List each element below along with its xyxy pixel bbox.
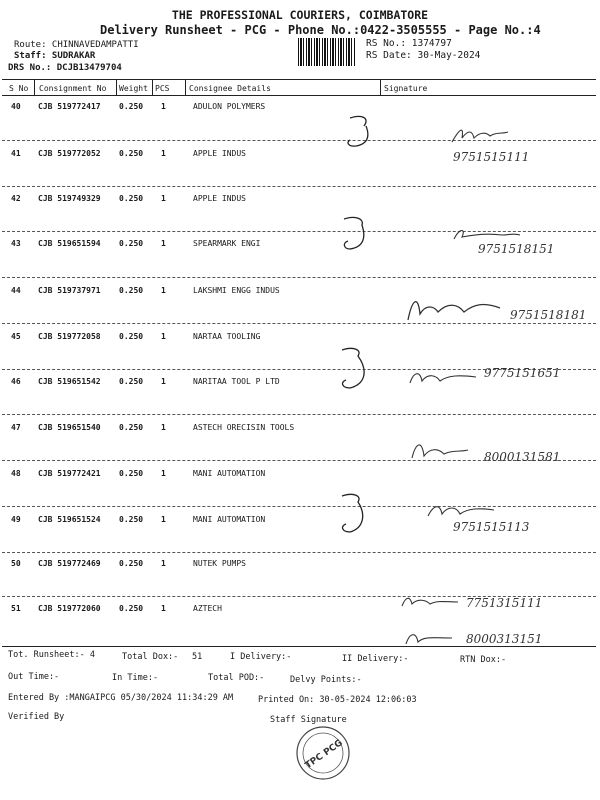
row-consignee: ADULON POLYMERS: [193, 102, 266, 111]
rs-date: RS Date: 30-May-2024: [366, 50, 481, 61]
row-weight: 0.250: [119, 149, 144, 158]
row-pcs: 1: [161, 515, 166, 524]
col-divider: [34, 80, 35, 96]
total-dox-label: Total Dox:-: [122, 652, 179, 662]
row-weight: 0.250: [119, 194, 144, 203]
row-sno: 40: [11, 102, 21, 111]
i-delivery-label: I Delivery:-: [230, 652, 292, 662]
row-consignee: APPLE INDUS: [193, 149, 246, 158]
ii-delivery-label: II Delivery:-: [342, 654, 409, 664]
row-pcs: 1: [161, 377, 166, 386]
col-header-pcs: PCS: [155, 84, 170, 93]
row-consignee: AZTECH: [193, 604, 222, 613]
row-separator: [2, 277, 596, 278]
staff-signature-label: Staff Signature: [270, 715, 347, 725]
handwritten-phone: 9751518151: [478, 242, 555, 256]
row-consignment: CJB 519772058: [38, 332, 101, 341]
handwritten-tick: [336, 344, 376, 394]
row-pcs: 1: [161, 604, 166, 613]
handwritten-phone: 7751315111: [466, 596, 543, 610]
row-consignee: SPEARMARK ENGI: [193, 239, 261, 248]
row-weight: 0.250: [119, 332, 144, 341]
row-consignment: CJB 519737971: [38, 286, 101, 295]
row-weight: 0.250: [119, 286, 144, 295]
row-separator: [2, 506, 596, 507]
staff-label: Staff: SUDRAKAR: [14, 51, 96, 61]
handwritten-signature: [410, 436, 470, 462]
row-sno: 44: [11, 286, 21, 295]
row-consignment: CJB 519749329: [38, 194, 101, 203]
company-name: THE PROFESSIONAL COURIERS, COIMBATORE: [171, 8, 429, 22]
total-runsheet: Tot. Runsheet:- 4: [8, 650, 95, 660]
route-label: Route: CHINNAVEDAMPATTI: [14, 40, 139, 50]
handwritten-tick: [336, 490, 376, 540]
row-consignee: NUTEK PUMPS: [193, 559, 246, 568]
handwritten-signature: [450, 124, 510, 150]
row-pcs: 1: [161, 423, 166, 432]
row-pcs: 1: [161, 102, 166, 111]
col-header-consignee: Consignee Details: [189, 84, 271, 93]
handwritten-signature: [426, 500, 496, 522]
handwritten-tick: [340, 112, 380, 152]
row-weight: 0.250: [119, 377, 144, 386]
col-header-consignment: Consignment No: [39, 84, 107, 93]
stamp-text: TPC PCG: [303, 738, 345, 772]
col-header-signature: Signature: [384, 84, 428, 93]
handwritten-signature: [400, 592, 460, 610]
row-consignment: CJB 519651542: [38, 377, 101, 386]
row-weight: 0.250: [119, 423, 144, 432]
row-consignee: LAKSHMI ENGG INDUS: [193, 286, 280, 295]
handwritten-phone: 8000313151: [466, 632, 543, 646]
col-divider: [116, 80, 117, 96]
row-sno: 51: [11, 604, 21, 613]
delvy-points-label: Delvy Points:-: [290, 675, 362, 685]
row-weight: 0.250: [119, 559, 144, 568]
row-consignment: CJB 519772417: [38, 102, 101, 111]
handwritten-phone: 9751518181: [510, 308, 587, 322]
total-dox-value: 51: [192, 652, 203, 662]
handwritten-phone: 9775151651: [484, 366, 561, 380]
entered-by: Entered By :MANGAIPCG 05/30/2024 11:34:29 AM: [8, 693, 234, 703]
row-weight: 0.250: [119, 515, 144, 524]
rtn-dox-label: RTN Dox:-: [460, 655, 507, 665]
printed-on: Printed On: 30-05-2024 12:06:03: [258, 695, 417, 705]
handwritten-signature: [408, 365, 478, 389]
round-stamp: [294, 724, 354, 782]
row-separator: [2, 323, 596, 324]
row-sno: 47: [11, 423, 21, 432]
row-consignee: MANI AUTOMATION: [193, 469, 266, 478]
row-separator: [2, 186, 596, 187]
row-sno: 49: [11, 515, 21, 524]
out-time-label: Out Time:-: [8, 672, 60, 682]
col-divider: [380, 80, 381, 96]
header-top-rule: [2, 79, 596, 80]
row-sno: 43: [11, 239, 21, 248]
row-pcs: 1: [161, 286, 166, 295]
in-time-label: In Time:-: [112, 673, 159, 683]
row-sno: 45: [11, 332, 21, 341]
row-consignee: APPLE INDUS: [193, 194, 246, 203]
row-separator: [2, 552, 596, 553]
row-pcs: 1: [161, 149, 166, 158]
row-consignment: CJB 519651540: [38, 423, 101, 432]
verified-by: Verified By: [8, 712, 65, 722]
col-divider: [152, 80, 153, 96]
row-sno: 42: [11, 194, 21, 203]
row-consignment: CJB 519772469: [38, 559, 101, 568]
total-pod-label: Total POD:-: [208, 673, 265, 683]
row-consignee: NARTAA TOOLING: [193, 332, 261, 341]
row-pcs: 1: [161, 559, 166, 568]
row-consignment: CJB 519772060: [38, 604, 101, 613]
row-consignee: MANI AUTOMATION: [193, 515, 266, 524]
handwritten-phone: 8000131581: [484, 450, 561, 464]
rs-number: RS No.: 1374797: [366, 38, 452, 49]
row-separator: [2, 414, 596, 415]
row-consignment: CJB 519651594: [38, 239, 101, 248]
row-weight: 0.250: [119, 604, 144, 613]
handwritten-phone: 9751515111: [453, 150, 530, 164]
row-consignment: CJB 519772421: [38, 469, 101, 478]
row-consignment: CJB 519651524: [38, 515, 101, 524]
handwritten-tick: [336, 215, 376, 255]
row-consignment: CJB 519772052: [38, 149, 101, 158]
row-sno: 50: [11, 559, 21, 568]
row-pcs: 1: [161, 332, 166, 341]
barcode-image: [298, 38, 356, 66]
row-weight: 0.250: [119, 239, 144, 248]
col-header-sno: S No: [9, 84, 29, 93]
handwritten-signature: [404, 290, 504, 324]
row-weight: 0.250: [119, 469, 144, 478]
row-consignee: ASTECH ORECISIN TOOLS: [193, 423, 295, 432]
totals-top-rule: [2, 646, 596, 647]
runsheet-title: Delivery Runsheet - PCG - Phone No.:0422-3505555 - Page No.:4: [100, 23, 541, 37]
row-sno: 48: [11, 469, 21, 478]
col-header-weight: Weight: [119, 84, 148, 93]
handwritten-phone: 9751515113: [453, 520, 530, 534]
row-sno: 41: [11, 149, 21, 158]
col-divider: [185, 80, 186, 96]
row-weight: 0.250: [119, 102, 144, 111]
drs-number: DRS No.: DCJB13479704: [8, 63, 122, 73]
row-pcs: 1: [161, 239, 166, 248]
row-consignee: NARITAA TOOL P LTD: [193, 377, 280, 386]
row-pcs: 1: [161, 194, 166, 203]
row-sno: 46: [11, 377, 21, 386]
row-pcs: 1: [161, 469, 166, 478]
